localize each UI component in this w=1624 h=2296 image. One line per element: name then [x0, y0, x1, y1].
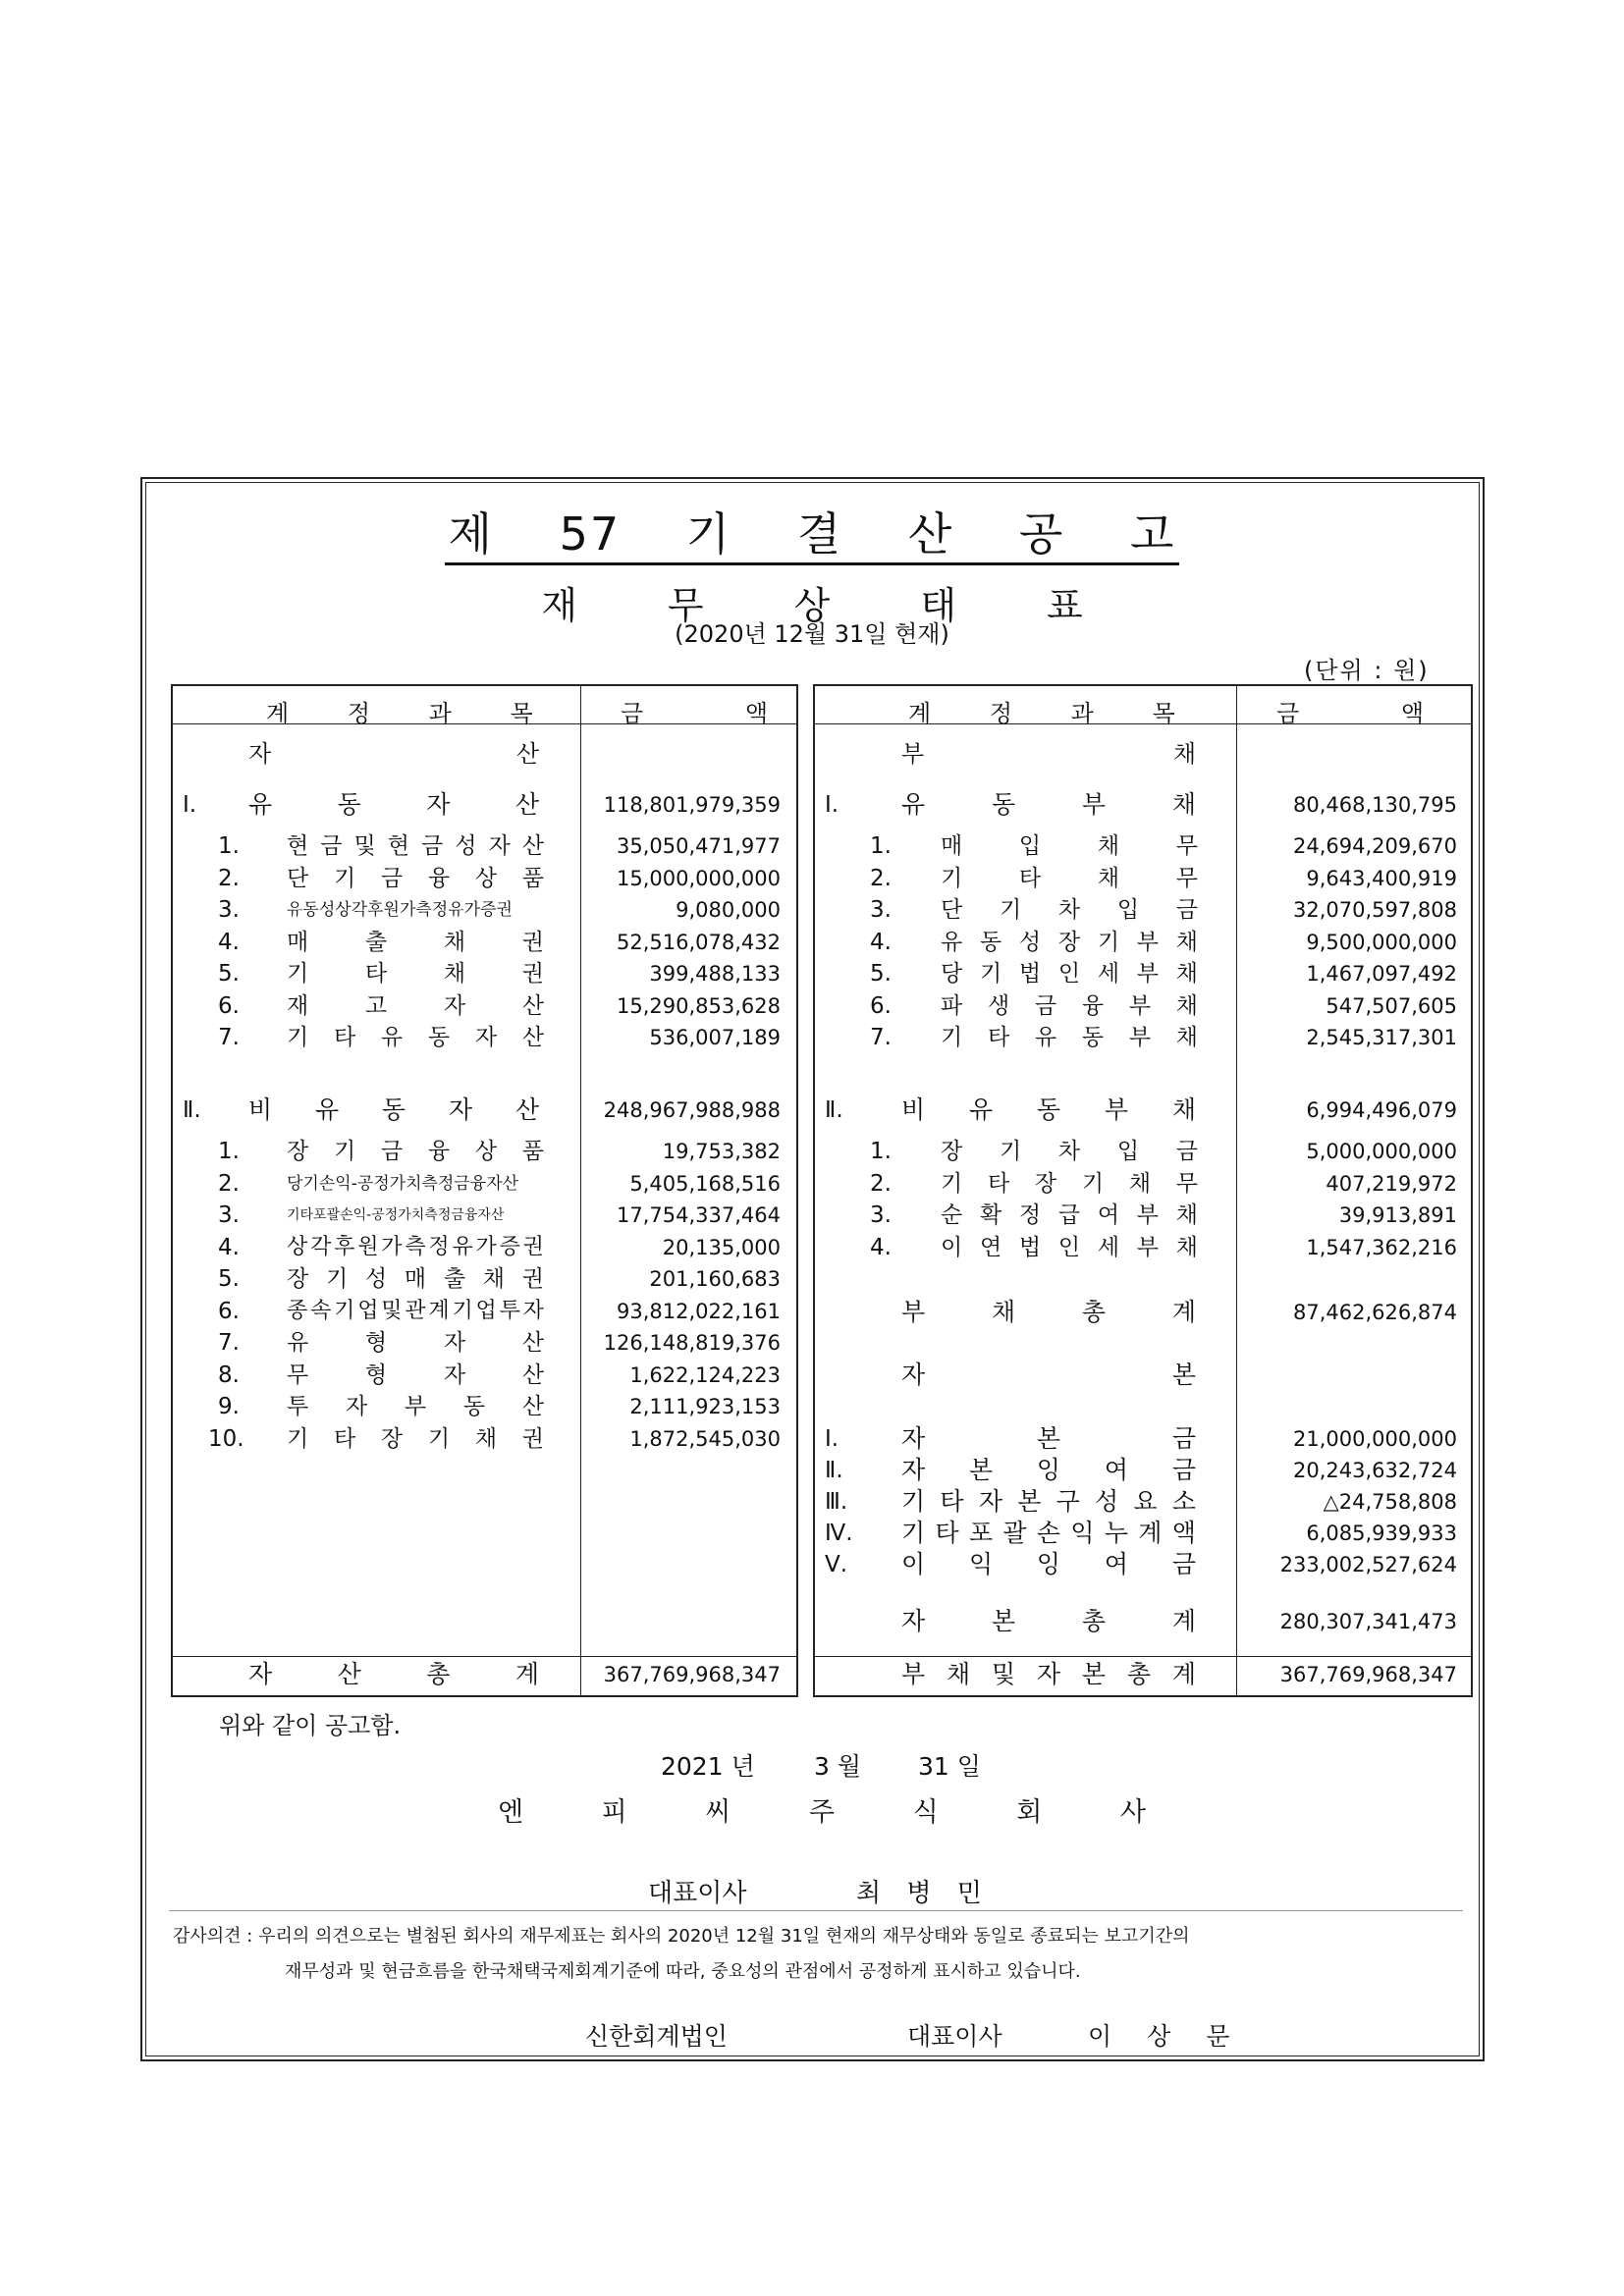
total-equity-label: 자 본 총 계	[901, 1607, 1196, 1635]
item-index: 5.	[218, 961, 240, 987]
current-asset-item-label: 단 기 금 융 상 품	[287, 865, 544, 891]
assets-account-header: 계 정 과 목	[266, 700, 559, 727]
company-char: 주	[808, 1797, 836, 1828]
ceo-name: 최 병 민	[856, 1879, 982, 1908]
item-index: 2.	[218, 1170, 240, 1197]
current-asset-item-label: 유동성상각후원가측정유가증권	[287, 900, 513, 920]
group-index: Ⅱ.	[825, 1097, 843, 1123]
total-assets-label: 자 산 총 계	[248, 1660, 539, 1688]
item-index: 3.	[218, 1202, 240, 1228]
page-title: 제 57 기 결 산 공 고	[0, 499, 1624, 563]
equity-item-amount: 6,085,939,933	[1306, 1522, 1457, 1545]
current-liability-item-amount: 1,467,097,492	[1306, 962, 1457, 986]
unit-label: (단위 : 원)	[1304, 657, 1430, 684]
noncurrent-asset-item-label: 유 형 자 산	[287, 1330, 544, 1356]
item-index: 9.	[218, 1394, 240, 1419]
noncurrent-liabilities-label: 비 유 동 부 채	[901, 1095, 1196, 1124]
current-asset-item-label: 매 출 채 권	[287, 929, 544, 955]
equity-section-label: 자 본	[901, 1361, 1196, 1389]
noncurrent-liability-item-amount: 5,000,000,000	[1306, 1140, 1457, 1163]
audit-opinion	[173, 1919, 1190, 1990]
current-liability-item-label: 기 타 유 동 부 채	[941, 1025, 1198, 1050]
current-asset-item-amount: 52,516,078,432	[617, 930, 781, 954]
noncurrent-asset-item-label: 무 형 자 산	[287, 1362, 544, 1388]
auditor-ceo-title: 대표이사	[907, 2022, 1002, 2051]
current-asset-item-label: 기 타 유 동 자 산	[287, 1025, 544, 1050]
audit-label: 감사의견 :	[173, 1926, 253, 1947]
group-index: Ⅱ.	[183, 1097, 201, 1123]
item-index: 7.	[870, 1025, 892, 1050]
current-liability-item-label: 당 기 법 인 세 부 채	[941, 961, 1198, 987]
current-liability-item-amount: 9,500,000,000	[1306, 930, 1457, 954]
equity-item-label: 자 본 잉 여 금	[901, 1456, 1196, 1484]
total-liab-equity-amount: 367,769,968,347	[1279, 1663, 1457, 1686]
total-liab-equity-label: 부 채 및 자 본 총 계	[901, 1660, 1196, 1688]
noncurrent-asset-item-label: 기타포괄손익-공정가치측정금융자산	[287, 1207, 505, 1223]
liab-amount-header: 금 액	[1276, 700, 1424, 727]
current-assets-amount: 118,801,979,359	[603, 793, 781, 817]
current-asset-item-amount: 536,007,189	[649, 1026, 781, 1049]
noncurrent-asset-item-amount: 1,872,545,030	[629, 1426, 781, 1451]
current-liability-item-amount: 9,643,400,919	[1306, 866, 1457, 890]
total-liabilities-label: 부 채 총 계	[901, 1298, 1196, 1326]
assets-section-label: 자 산	[248, 740, 539, 768]
equity-index: Ⅳ.	[825, 1521, 853, 1546]
liab-account-header: 계 정 과 목	[908, 700, 1201, 727]
noncurrent-liabilities-amount: 6,994,496,079	[1306, 1098, 1457, 1122]
equity-item-label: 이 익 잉 여 금	[901, 1550, 1196, 1578]
total-equity-amount: 280,307,341,473	[1279, 1610, 1457, 1633]
item-index: 8.	[218, 1362, 240, 1388]
company-char: 식	[912, 1797, 939, 1828]
equity-index: Ⅱ.	[825, 1458, 843, 1483]
noncurrent-asset-item-label: 장 기 금 융 상 품	[287, 1139, 544, 1164]
equity-index: Ⅰ.	[825, 1426, 839, 1452]
equity-item-amount: 20,243,632,724	[1293, 1459, 1457, 1482]
equity-item-label: 자 본 금	[901, 1424, 1196, 1453]
item-index: 2.	[218, 865, 240, 891]
as-of-date: (2020년 12월 31일 현재)	[675, 620, 949, 648]
item-index: 10.	[208, 1425, 244, 1452]
total-liabilities-amount: 87,462,626,874	[1293, 1301, 1457, 1324]
liabilities-section-label: 부 채	[901, 740, 1196, 768]
company-name-text	[498, 1790, 1146, 1829]
date-year: 2021 년	[661, 1752, 755, 1781]
noncurrent-asset-item-label: 투 자 부 동 산	[287, 1394, 544, 1419]
noncurrent-liability-item-label: 기 타 장 기 채 무	[941, 1170, 1198, 1197]
noncurrent-asset-item-amount: 19,753,382	[662, 1140, 781, 1163]
company-char: 엔	[498, 1797, 524, 1828]
total-assets-amount: 367,769,968,347	[603, 1663, 781, 1686]
current-liability-item-amount: 547,507,605	[1326, 993, 1457, 1018]
date-month: 3 월	[814, 1752, 862, 1781]
current-asset-item-label: 기 타 채 권	[287, 961, 544, 987]
noncurrent-asset-item-amount: 1,622,124,223	[629, 1362, 781, 1387]
noncurrent-asset-item-amount: 93,812,022,161	[617, 1299, 781, 1323]
noncurrent-liability-item-amount: 1,547,362,216	[1306, 1235, 1457, 1259]
current-assets-label: 유 동 자 산	[248, 790, 539, 819]
item-index: 5.	[218, 1266, 240, 1292]
item-index: 6.	[218, 1298, 240, 1324]
item-index: 1.	[218, 1139, 240, 1164]
noncurrent-liability-item-label: 순 확 정 급 여 부 채	[941, 1202, 1198, 1228]
item-index: 1.	[218, 833, 240, 859]
current-asset-item-label: 현 금 및 현 금 성 자 산	[287, 833, 544, 859]
item-index: 4.	[218, 929, 240, 955]
current-liability-item-label: 파 생 금 융 부 채	[941, 992, 1198, 1019]
item-index: 3.	[870, 1202, 892, 1228]
equity-index: Ⅲ.	[825, 1489, 848, 1515]
noncurrent-asset-item-amount: 201,160,683	[649, 1267, 781, 1291]
noncurrent-assets-label: 비 유 동 자 산	[248, 1095, 539, 1124]
item-index: 2.	[870, 865, 892, 891]
company-char: 회	[1016, 1797, 1043, 1828]
item-index: 7.	[218, 1025, 240, 1050]
item-index: 5.	[870, 961, 892, 987]
noncurrent-asset-item-label: 상 각 후 원 가 측 정 유 가 증 권	[287, 1234, 544, 1259]
auditor-ceo-name: 이 상 문	[1088, 2022, 1230, 2051]
noncurrent-asset-item-label: 당기손익-공정가치측정금융자산	[287, 1173, 519, 1194]
item-index: 4.	[870, 1234, 892, 1260]
noncurrent-assets-amount: 248,967,988,988	[603, 1098, 781, 1122]
equity-index: Ⅴ.	[825, 1552, 848, 1577]
current-asset-item-amount: 15,290,853,628	[617, 993, 781, 1018]
noncurrent-asset-item-amount: 17,754,337,464	[617, 1203, 781, 1227]
current-liability-item-label: 기 타 채 무	[941, 865, 1198, 891]
assets-amount-header: 금 액	[621, 700, 768, 727]
current-liability-item-label: 단 기 차 입 금	[941, 897, 1198, 923]
date-day: 31 일	[918, 1752, 981, 1781]
noncurrent-asset-item-label: 장 기 성 매 출 채 권	[287, 1266, 544, 1292]
noncurrent-asset-item-label: 종 속 기 업 및 관 계 기 업 투 자	[287, 1298, 544, 1323]
current-liability-item-label: 매 입 채 무	[941, 833, 1198, 859]
item-index: 1.	[870, 1139, 892, 1164]
item-index: 6.	[870, 992, 892, 1019]
ceo-title: 대표이사	[648, 1879, 747, 1908]
item-index: 3.	[218, 897, 240, 923]
audit-line-2: 재무성과 및 현금흐름을 한국채택국제회계기준에 따라, 중요성의 관점에서 공정하게 표시하고 있습니다.	[285, 1961, 1081, 1982]
noncurrent-liability-item-label: 이 연 법 인 세 부 채	[941, 1234, 1198, 1260]
current-liability-item-amount: 2,545,317,301	[1306, 1026, 1457, 1049]
noncurrent-asset-item-amount: 126,148,819,376	[603, 1331, 781, 1355]
audit-line-1: 우리의 의견으로는 별첨된 회사의 재무제표는 회사의 2020년 12월 31일 현재의 재무상태와 동일로 종료되는 보고기간의	[258, 1926, 1190, 1947]
current-asset-item-amount: 9,080,000	[676, 898, 781, 922]
equity-item-label: 기 타 자 본 구 성 요 소	[901, 1487, 1196, 1516]
item-index: 3.	[870, 897, 892, 923]
auditor-name: 신한회계법인	[585, 2022, 728, 2051]
current-asset-item-amount: 399,488,133	[649, 962, 781, 986]
noncurrent-liability-item-amount: 39,913,891	[1338, 1203, 1457, 1227]
company-char: 씨	[705, 1797, 731, 1828]
equity-item-label: 기 타 포 괄 손 익 누 계 액	[901, 1519, 1196, 1547]
noncurrent-liability-item-amount: 407,219,972	[1326, 1171, 1457, 1196]
current-asset-item-amount: 15,000,000,000	[617, 866, 781, 890]
noncurrent-liability-item-label: 장 기 차 입 금	[941, 1139, 1198, 1164]
equity-item-amount: 21,000,000,000	[1293, 1427, 1457, 1451]
item-index: 2.	[870, 1170, 892, 1197]
item-index: 4.	[218, 1234, 240, 1260]
item-index: 4.	[870, 929, 892, 955]
current-liabilities-label: 유 동 부 채	[901, 790, 1196, 819]
current-liability-item-amount: 24,694,209,670	[1293, 834, 1457, 858]
announce-text: 위와 같이 공고함.	[219, 1712, 402, 1739]
noncurrent-asset-item-label: 기 타 장 기 채 권	[287, 1425, 544, 1452]
current-asset-item-amount: 35,050,471,977	[617, 834, 781, 858]
equity-item-amount: 233,002,527,624	[1279, 1553, 1457, 1576]
item-index: 7.	[218, 1330, 240, 1356]
noncurrent-asset-item-amount: 5,405,168,516	[629, 1171, 781, 1196]
item-index: 6.	[218, 992, 240, 1019]
company-char: 피	[601, 1797, 627, 1828]
current-liability-item-label: 유 동 성 장 기 부 채	[941, 929, 1198, 955]
item-index: 1.	[870, 833, 892, 859]
current-liabilities-amount: 80,468,130,795	[1293, 793, 1457, 817]
statement-title: 재무상태표	[541, 584, 1173, 627]
divider	[169, 1910, 1463, 1911]
current-asset-item-label: 재 고 자 산	[287, 992, 544, 1019]
company-char: 사	[1119, 1797, 1146, 1828]
company-name	[498, 1790, 1146, 1829]
group-index: Ⅰ.	[183, 792, 197, 818]
equity-item-amount: △24,758,808	[1323, 1490, 1457, 1514]
group-index: Ⅰ.	[825, 792, 839, 818]
current-liability-item-amount: 32,070,597,808	[1293, 898, 1457, 922]
noncurrent-asset-item-amount: 2,111,923,153	[629, 1395, 781, 1418]
noncurrent-asset-item-amount: 20,135,000	[662, 1235, 781, 1259]
